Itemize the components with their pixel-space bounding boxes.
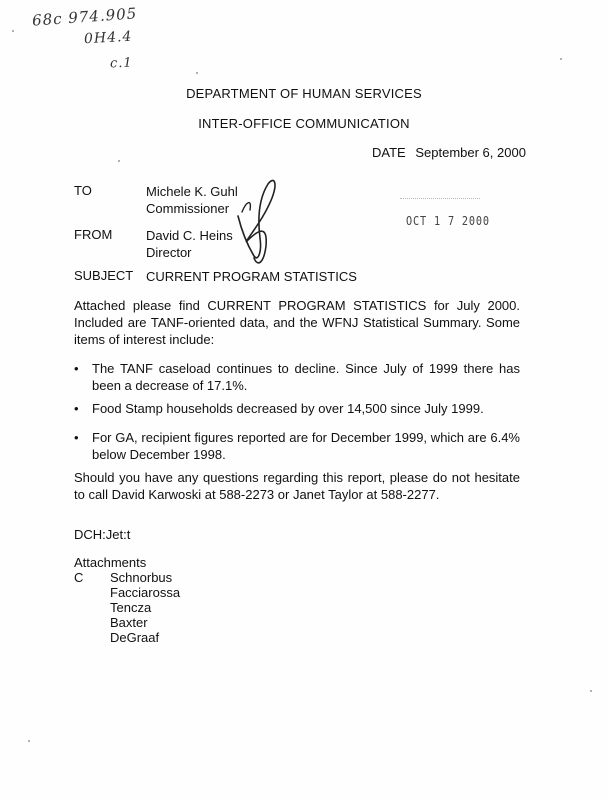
cc-name: Facciarossa xyxy=(110,585,181,600)
reference-initials: DCH:Jet:t xyxy=(74,527,131,542)
cc-label: C xyxy=(74,570,84,585)
subject-value: CURRENT PROGRAM STATISTICS xyxy=(146,269,357,284)
bullet-text: The TANF caseload continues to decline. Since July of 1999 there has been a decrease of 17.1%. xyxy=(92,361,520,393)
subject-label: SUBJECT xyxy=(74,268,134,283)
memo-type-heading: INTER-OFFICE COMMUNICATION xyxy=(198,116,410,131)
scan-speck xyxy=(118,160,120,162)
bullet-dot: • xyxy=(74,430,79,445)
date-label: DATE xyxy=(372,145,406,160)
scan-speck xyxy=(196,72,198,74)
to-name: Michele K. Guhl xyxy=(146,184,238,199)
received-date-stamp: OCT 1 7 2000 xyxy=(406,214,490,228)
cc-name: DeGraaf xyxy=(110,630,160,645)
cc-list xyxy=(110,570,180,645)
date-line xyxy=(372,145,526,160)
from-sender xyxy=(146,227,233,261)
attachments-label: Attachments xyxy=(74,555,147,570)
bullet-dot: • xyxy=(74,401,79,416)
closing-paragraph: Should you have any questions regarding this report, please do not hesitate to call David Karwoski at 588-2273 or Janet Taylor at 588-2277. xyxy=(74,470,520,502)
intro-paragraph: Attached please find CURRENT PROGRAM STATISTICS for July 2000. Included are TANF-oriented data, and the WFNJ Statistical Summary. Some items of interest include: xyxy=(74,298,520,347)
scan-speck xyxy=(28,740,30,742)
scan-speck xyxy=(560,58,562,60)
handwritten-initials-signature xyxy=(228,172,308,272)
cc-name: Baxter xyxy=(110,615,148,630)
cc-name: Schnorbus xyxy=(110,570,173,585)
bullet-text: Food Stamp households decreased by over 14,500 since July 1999. xyxy=(92,401,484,416)
stamp-divider xyxy=(400,198,480,199)
handwritten-call-number-line2: 0H4.4 xyxy=(83,28,133,48)
scan-speck xyxy=(12,30,14,32)
handwritten-call-number: 68c 974.905 xyxy=(31,4,138,30)
cc-name: Tencza xyxy=(110,600,152,615)
to-label: TO xyxy=(74,183,92,198)
department-heading: DEPARTMENT OF HUMAN SERVICES xyxy=(186,86,422,101)
from-label: FROM xyxy=(74,227,113,242)
bullet-dot: • xyxy=(74,361,79,376)
from-title: Director xyxy=(146,245,192,260)
scan-speck xyxy=(590,690,592,692)
to-title: Commissioner xyxy=(146,201,230,216)
from-name: David C. Heins xyxy=(146,228,233,243)
date-value: September 6, 2000 xyxy=(415,145,526,160)
to-recipient xyxy=(146,183,238,217)
handwritten-copy-number: c.1 xyxy=(109,55,133,72)
bullet-text: For GA, recipient figures reported are for December 1999, which are 6.4% below December 1998. xyxy=(92,430,520,462)
